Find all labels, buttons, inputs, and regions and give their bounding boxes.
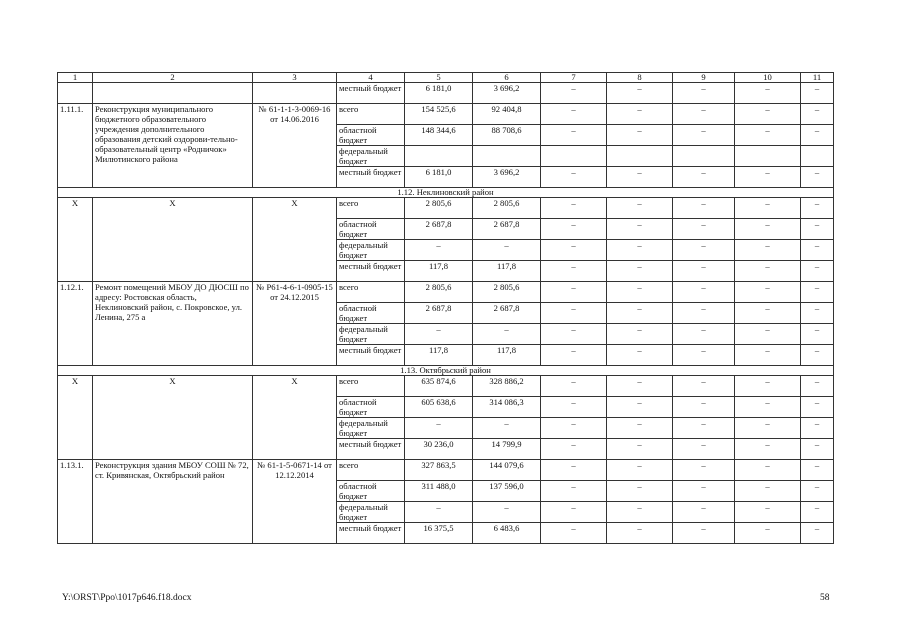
header-cell: 7	[541, 73, 607, 83]
value-cell: –	[673, 261, 735, 282]
budget-source: федеральный бюджет	[337, 324, 405, 345]
value-cell: –	[607, 261, 673, 282]
table-row	[58, 198, 834, 219]
value-current: 137 596,0	[473, 481, 541, 502]
value-cell: –	[541, 240, 607, 261]
header-cell: 3	[253, 73, 337, 83]
value-cell: –	[607, 198, 673, 219]
value-cell: –	[801, 481, 834, 502]
value-cell: –	[673, 439, 735, 460]
value-cell: –	[801, 460, 834, 481]
value-cell: –	[541, 345, 607, 366]
value-current: 117,8	[473, 261, 541, 282]
value-cell: –	[541, 261, 607, 282]
value-cell: –	[541, 523, 607, 544]
header-cell: 10	[735, 73, 801, 83]
table-row	[58, 104, 834, 125]
value-cell: –	[607, 324, 673, 345]
value-cell: –	[673, 240, 735, 261]
document-ref: Х	[253, 198, 337, 282]
document-ref: Х	[253, 376, 337, 460]
header-cell: 5	[405, 73, 473, 83]
table-row	[58, 282, 834, 303]
budget-source: областной бюджет	[337, 397, 405, 418]
value-current: 2 805,6	[473, 198, 541, 219]
value-current: 2 687,8	[473, 303, 541, 324]
value-cell: –	[673, 104, 735, 125]
value-cell: –	[541, 502, 607, 523]
value-cell: –	[673, 481, 735, 502]
value-cell	[735, 146, 801, 167]
value-cell: –	[607, 104, 673, 125]
value-current: –	[473, 418, 541, 439]
value-total: 311 488,0	[405, 481, 473, 502]
value-cell: –	[541, 125, 607, 146]
value-cell: –	[541, 104, 607, 125]
table-row	[58, 376, 834, 397]
value-cell: –	[735, 439, 801, 460]
value-cell: –	[673, 198, 735, 219]
value-cell: –	[541, 376, 607, 397]
budget-table	[57, 72, 834, 544]
value-cell: –	[735, 219, 801, 240]
section-row	[58, 366, 834, 376]
object-name: Ремонт помещений МБОУ ДО ДЮСШ по адресу: Ростовская область, Неклиновский район, с. Покровское, ул. Ленина, 275 а	[93, 282, 253, 366]
value-current: 144 079,6	[473, 460, 541, 481]
row-number: 1.13.1.	[58, 460, 93, 544]
value-total: 30 236,0	[405, 439, 473, 460]
value-cell: –	[735, 83, 801, 104]
row-number	[58, 83, 93, 104]
value-cell: –	[801, 303, 834, 324]
section-row	[58, 188, 834, 198]
value-total: 2 805,6	[405, 282, 473, 303]
budget-source: местный бюджет	[337, 439, 405, 460]
value-cell	[801, 146, 834, 167]
value-cell: –	[607, 345, 673, 366]
row-number: 1.12.1.	[58, 282, 93, 366]
value-cell: –	[607, 376, 673, 397]
budget-source: местный бюджет	[337, 83, 405, 104]
value-total: 154 525,6	[405, 104, 473, 125]
value-cell: –	[607, 460, 673, 481]
budget-source: областной бюджет	[337, 303, 405, 324]
value-cell: –	[735, 125, 801, 146]
row-number: 1.11.1.	[58, 104, 93, 188]
value-cell: –	[735, 282, 801, 303]
budget-source: федеральный бюджет	[337, 502, 405, 523]
value-cell	[541, 146, 607, 167]
header-row	[58, 73, 834, 83]
value-cell: –	[607, 282, 673, 303]
value-cell: –	[735, 324, 801, 345]
value-cell: –	[801, 104, 834, 125]
value-cell: –	[801, 324, 834, 345]
value-cell: –	[673, 523, 735, 544]
value-cell: –	[541, 324, 607, 345]
section-title: 1.12. Неклиновский район	[58, 188, 834, 198]
value-total: –	[405, 502, 473, 523]
value-current: 3 696,2	[473, 83, 541, 104]
value-current: –	[473, 502, 541, 523]
value-cell: –	[801, 125, 834, 146]
value-cell: –	[735, 104, 801, 125]
value-cell: –	[801, 418, 834, 439]
value-current	[473, 146, 541, 167]
value-cell: –	[801, 439, 834, 460]
value-total: 117,8	[405, 345, 473, 366]
header-cell: 4	[337, 73, 405, 83]
value-cell: –	[607, 125, 673, 146]
value-cell: –	[801, 240, 834, 261]
value-cell: –	[801, 282, 834, 303]
value-cell: –	[735, 345, 801, 366]
value-cell: –	[541, 418, 607, 439]
value-cell: –	[541, 460, 607, 481]
value-cell: –	[735, 198, 801, 219]
value-cell: –	[607, 523, 673, 544]
document-ref: № 61-1-5-0671-14 от 12.12.2014	[253, 460, 337, 544]
value-cell: –	[801, 167, 834, 188]
budget-source: областной бюджет	[337, 125, 405, 146]
budget-source: местный бюджет	[337, 523, 405, 544]
value-cell: –	[607, 240, 673, 261]
value-cell: –	[735, 502, 801, 523]
value-total: 605 638,6	[405, 397, 473, 418]
value-cell: –	[735, 303, 801, 324]
value-cell: –	[801, 523, 834, 544]
budget-source: местный бюджет	[337, 261, 405, 282]
header-cell: 1	[58, 73, 93, 83]
value-total: –	[405, 418, 473, 439]
row-number: Х	[58, 376, 93, 460]
value-cell: –	[541, 198, 607, 219]
value-total: 327 863,5	[405, 460, 473, 481]
value-current: 92 404,8	[473, 104, 541, 125]
value-cell: –	[673, 303, 735, 324]
object-name: Реконструкция здания МБОУ СОШ № 72, ст. Кривянская, Октябрьский район	[93, 460, 253, 544]
value-total: 6 181,0	[405, 167, 473, 188]
header-cell: 11	[801, 73, 834, 83]
budget-source: всего	[337, 104, 405, 125]
value-total: 2 805,6	[405, 198, 473, 219]
value-total: 117,8	[405, 261, 473, 282]
section-title: 1.13. Октябрьский район	[58, 366, 834, 376]
value-current: –	[473, 324, 541, 345]
value-cell: –	[541, 282, 607, 303]
budget-source: всего	[337, 198, 405, 219]
value-cell: –	[541, 481, 607, 502]
value-cell: –	[801, 83, 834, 104]
header-cell: 2	[93, 73, 253, 83]
value-cell: –	[541, 303, 607, 324]
document-ref: № 61-1-1-3-0069-16 от 14.06.2016	[253, 104, 337, 188]
value-current: 328 886,2	[473, 376, 541, 397]
table-row	[58, 83, 834, 104]
value-cell: –	[735, 397, 801, 418]
value-cell: –	[801, 198, 834, 219]
value-cell: –	[801, 376, 834, 397]
value-cell: –	[673, 324, 735, 345]
value-cell: –	[673, 376, 735, 397]
value-total: 635 874,6	[405, 376, 473, 397]
budget-source: областной бюджет	[337, 219, 405, 240]
value-cell	[607, 146, 673, 167]
value-total: 2 687,8	[405, 219, 473, 240]
value-cell: –	[673, 460, 735, 481]
header-cell: 8	[607, 73, 673, 83]
budget-source: местный бюджет	[337, 167, 405, 188]
value-cell: –	[607, 502, 673, 523]
value-total: –	[405, 240, 473, 261]
value-cell: –	[541, 167, 607, 188]
header-cell: 6	[473, 73, 541, 83]
budget-source: федеральный бюджет	[337, 146, 405, 167]
value-current: 2 805,6	[473, 282, 541, 303]
value-cell: –	[735, 481, 801, 502]
value-cell: –	[735, 460, 801, 481]
value-cell: –	[541, 439, 607, 460]
value-current: 3 696,2	[473, 167, 541, 188]
value-cell: –	[607, 167, 673, 188]
value-cell: –	[673, 219, 735, 240]
value-cell	[673, 146, 735, 167]
value-current: 14 799,9	[473, 439, 541, 460]
value-cell: –	[801, 219, 834, 240]
value-cell: –	[735, 418, 801, 439]
value-cell: –	[673, 418, 735, 439]
budget-source: местный бюджет	[337, 345, 405, 366]
page-number: 58	[820, 593, 830, 603]
value-cell: –	[735, 240, 801, 261]
value-cell: –	[801, 502, 834, 523]
value-cell: –	[735, 523, 801, 544]
value-cell: –	[801, 397, 834, 418]
value-cell: –	[673, 83, 735, 104]
value-current: –	[473, 240, 541, 261]
value-cell: –	[541, 219, 607, 240]
value-current: 6 483,6	[473, 523, 541, 544]
value-cell: –	[673, 167, 735, 188]
budget-source: всего	[337, 460, 405, 481]
value-total: –	[405, 324, 473, 345]
budget-source: федеральный бюджет	[337, 240, 405, 261]
value-cell: –	[735, 261, 801, 282]
value-cell: –	[607, 418, 673, 439]
value-cell: –	[541, 397, 607, 418]
file-path: Y:\ORST\Ppo\1017p646.f18.docx	[62, 593, 192, 603]
object-name: Х	[93, 198, 253, 282]
value-current: 314 086,3	[473, 397, 541, 418]
value-total: 6 181,0	[405, 83, 473, 104]
value-total	[405, 146, 473, 167]
value-cell: –	[673, 125, 735, 146]
value-cell: –	[673, 345, 735, 366]
value-cell: –	[607, 303, 673, 324]
value-current: 117,8	[473, 345, 541, 366]
value-cell: –	[541, 83, 607, 104]
object-name	[93, 83, 253, 104]
header-cell: 9	[673, 73, 735, 83]
budget-source: областной бюджет	[337, 481, 405, 502]
object-name: Реконструкция муниципального бюджетного образовательного учреждения дополнительного образования детский оздорови-тельно-образовательный центр «Родничок» Милютинского района	[93, 104, 253, 188]
budget-source: всего	[337, 282, 405, 303]
value-cell: –	[735, 167, 801, 188]
value-current: 88 708,6	[473, 125, 541, 146]
row-number: Х	[58, 198, 93, 282]
value-cell: –	[673, 282, 735, 303]
value-cell: –	[607, 83, 673, 104]
value-cell: –	[735, 376, 801, 397]
value-cell: –	[607, 481, 673, 502]
document-ref	[253, 83, 337, 104]
value-cell: –	[673, 397, 735, 418]
value-total: 16 375,5	[405, 523, 473, 544]
budget-source: федеральный бюджет	[337, 418, 405, 439]
value-cell: –	[607, 397, 673, 418]
value-cell: –	[801, 345, 834, 366]
budget-source: всего	[337, 376, 405, 397]
value-cell: –	[607, 219, 673, 240]
value-total: 148 344,6	[405, 125, 473, 146]
value-current: 2 687,8	[473, 219, 541, 240]
object-name: Х	[93, 376, 253, 460]
value-cell: –	[801, 261, 834, 282]
value-total: 2 687,8	[405, 303, 473, 324]
value-cell: –	[607, 439, 673, 460]
value-cell: –	[673, 502, 735, 523]
document-ref: № Р61-4-6-1-0905-15 от 24.12.2015	[253, 282, 337, 366]
table-row	[58, 460, 834, 481]
